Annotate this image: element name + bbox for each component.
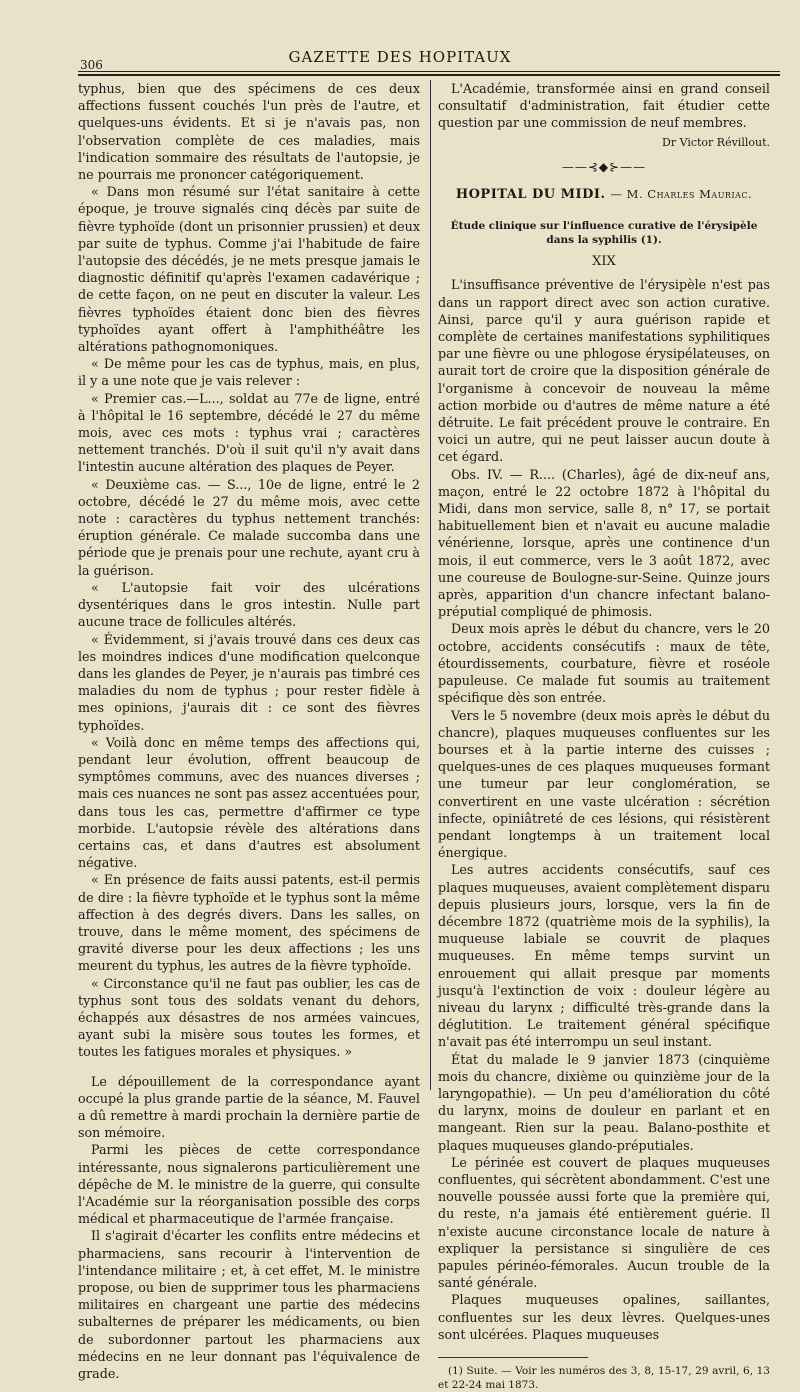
paragraph: « De même pour les cas de typhus, mais, en plus, il y a une note que je vais relever : bbox=[78, 356, 420, 389]
page-number: 306 bbox=[80, 58, 103, 72]
paragraph: État du malade le 9 janvier 1873 (cinquième mois du chancre, dixième ou quinzième jour de la laryngopathie). — Un peu d'amélioration du côté du larynx, moins de douleur en parlant et en mangeant. Rien sur la peau. Balano-posthite et plaques muqueuses glando-préputiales. bbox=[438, 1051, 770, 1153]
paragraph: « En présence de faits aussi patents, est-il permis de dire : la fièvre typhoïde et le typhus sont la même affection à des degrés divers. Dans les salles, on trouve, dans le même moment, des spécimens de gravité diverse pour les deux affections ; les uns meurent du typhus, les autres de la fièvre typhoïde. bbox=[78, 872, 420, 974]
right-column bbox=[438, 80, 770, 1392]
paragraph: « Dans mon résumé sur l'état sanitaire à cette époque, je trouve signalés cinq décès par suite de fièvre typhoïde (dont un prisonnier prussien) et deux par suite de typhus. Comme j'ai l'habitude de faire l'autopsie des décédés, je ne mets presque jamais le diagnostic définitif qu'après l'examen cadavérique ; de cette façon, on ne peut en discuter la valeur. Les fièvres typhoïdes étaient donc bien des fièvres typhoïdes ayant offert à l'amphithéâtre les altérations pathognomoniques. bbox=[78, 184, 420, 355]
paragraph: « Deuxième cas. — S..., 10e de ligne, entré le 2 octobre, décédé le 27 du même mois, avec cette note : caractères du typhus nettement tranchés: éruption générale. Ce malade succomba dans une période que je prenais pour une rechute, ayant cru à la guérison. bbox=[78, 476, 420, 578]
section-ornament: ——⊰◆⊱—— bbox=[561, 159, 647, 174]
footnote: (1) Suite. — Voir les numéros des 3, 8, 15-17, 29 avril, 6, 13 et 22-24 mai 1873. bbox=[438, 1365, 770, 1392]
paragraph: Les autres accidents consécutifs, sauf ces plaques muqueuses, avaient complètement disparu depuis plusieurs jours, lorsque, vers la fin de décembre 1872 (quatrième mois de la syphilis), la muqueuse labiale se couvrit de plaques muqueuses. En même temps survint un enrouement qui allait presque par moments jusqu'à l'extinction de voix : douleur légère au niveau du larynx ; difficulté très-grande dans la déglutition. Le traitement général spécifique n'avait pas été interrompu un seul instant. bbox=[438, 862, 770, 1050]
paragraph: « Premier cas.—L..., soldat au 77e de ligne, entré à l'hôpital le 16 septembre, décédé le 27 du même mois, avec ces mots : typhus vrai ; caractères nettement tranchés. D'où il suit qu'il n'y avait dans l'intestin aucune altération des plaques de Peyer. bbox=[78, 390, 420, 475]
header-rule bbox=[78, 71, 780, 72]
left-column bbox=[78, 80, 420, 1382]
study-title: Étude clinique sur l'influence curative de l'érysipèle dans la syphilis (1). bbox=[450, 220, 758, 247]
paragraph: typhus, bien que des spécimens de ces deux affections fussent couchés l'un près de l'autre, et quelques-uns évidents. Et si je n'avais pas, non l'observation complète de ces maladies, mais l'indication sommaire des résultats de l'autopsie, je ne pourrais me prononcer catégoriquement. bbox=[78, 81, 420, 183]
paragraph: Le dépouillement de la correspondance ayant occupé la plus grande partie de la séance, M. Fauvel a dû remettre à mardi prochain la dernière partie de son mémoire. bbox=[78, 1073, 420, 1141]
author-signature: Dr Victor Révillout. bbox=[662, 135, 770, 149]
paragraph: « L'autopsie fait voir des ulcérations dysentériques dans le gros intestin. Nulle part aucune trace de follicules altérés. bbox=[78, 579, 420, 630]
paragraph: « Voilà donc en même temps des affections qui, pendant leur évolution, offrent beaucoup de symptômes communs, avec des nuances diverses ; mais ces nuances ne sont pas assez accentuées pour, dans tous les cas, permettre d'affirmer ce type morbide. L'autopsie révèle des altérations dans certains cas, et dans d'autres est absolument négative. bbox=[78, 734, 420, 871]
column-divider bbox=[430, 80, 431, 1090]
paragraph: « Circonstance qu'il ne faut pas oublier, les cas de typhus sont tous des soldats venant du dehors, échappés aux désastres de nos armées vaincues, ayant subi la misère sous toutes les formes, et toutes les fatigues morales et physiques. » bbox=[78, 975, 420, 1060]
paragraph: L'Académie, transformée ainsi en grand conseil consultatif d'administration, fait étudier cette question par une commission de neuf membres. bbox=[438, 81, 770, 131]
paragraph: Plaques muqueuses opalines, saillantes, confluentes sur les deux lèvres. Quelques-unes sont ulcérées. Plaques muqueuses bbox=[438, 1292, 770, 1342]
paragraph: Obs. IV. — R.... (Charles), âgé de dix-neuf ans, maçon, entré le 22 octobre 1872 à l'hôpital du Midi, dans mon service, salle 8, n° 17, se portait habituellement bien et n'avait eu aucune maladie vénérienne, lorsque, après une continence d'un mois, il eut commerce, vers le 3 août 1872, avec une coureuse de Boulogne-sur-Seine. Quinze jours après, apparition d'un chancre infectant balano-préputial compliqué de phimosis. bbox=[438, 466, 770, 620]
paragraph: Vers le 5 novembre (deux mois après le début du chancre), plaques muqueuses confluentes sur les bourses et à la partie interne des cuisses ; quelques-unes de ces plaques muqueuses formant une tumeur par leur conglomération, se convertirent en une vaste ulcération : sécrétion infecte, opiniâtreté de ces lésions, qui résistèrent pendant longtemps à un traitement local énergique. bbox=[438, 707, 770, 861]
paragraph: L'insuffisance préventive de l'érysipèle n'est pas dans un rapport direct avec son action curative. Ainsi, parce qu'il y aura guérison rapide et complète de certaines manifestations syphilitiques par une fièvre ou une phlogose érysipélateuses, on aurait tort de croire que la disposition générale de l'organisme à concevoir de nouveau la même action morbide ou d'autres de même nature a été détruite. Le fait précédent prouve le contraire. En voici un autre, qui ne peut laisser aucun doute à cet égard. bbox=[438, 277, 770, 465]
section-heading bbox=[438, 186, 770, 203]
header-rule-thick bbox=[78, 74, 780, 76]
spacer bbox=[78, 1061, 420, 1073]
paragraph: Deux mois après le début du chancre, vers le 20 octobre, accidents consécutifs : maux de tête, étourdissements, courbature, fièvre et roséole papuleuse. Ce malade fut soumis au traitement spécifique dès son entrée. bbox=[438, 621, 770, 706]
paragraph: Le périnée est couvert de plaques muqueuses confluentes, qui sécrètent abondamment. C'est une nouvelle poussée aussi forte que la première qui, du reste, n'a jamais été entièrement guérie. Il n'existe aucune circonstance locale de nature à expliquer la persistance si singulière de ces papules périnéo-fémorales. Aucun trouble de la santé générale. bbox=[438, 1154, 770, 1291]
section-number: XIX bbox=[592, 254, 616, 270]
hospital-author: — M. Charles Mauriac. bbox=[610, 187, 753, 202]
journal-title: GAZETTE DES HOPITAUX bbox=[288, 48, 512, 66]
hospital-title: HOPITAL DU MIDI. bbox=[455, 187, 606, 203]
paragraph: Parmi les pièces de cette correspondance intéressante, nous signalerons particulièrement une dépêche de M. le ministre de la guerre, qui consulte l'Académie sur la réorganisation possible des corps médical et pharmaceutique de l'armée française. bbox=[78, 1142, 420, 1227]
paragraph: Il s'agirait d'écarter les conflits entre médecins et pharmaciens, sans recourir à l'intervention de l'intendance militaire ; et, à cet effet, M. le ministre propose, ou bien de supprimer tous les pharmaciens militaires en chargeant une partie des médecins subalternes de préparer les médicaments, ou bien de subordonner partout les pharmaciens aux médecins en ne leur donnant pas l'équivalence de grade. bbox=[78, 1228, 420, 1382]
page-header bbox=[0, 0, 800, 72]
paragraph: « Évidemment, si j'avais trouvé dans ces deux cas les moindres indices d'une modification quelconque dans les glandes de Peyer, je n'aurais pas timbré ces maladies du nom de typhus ; pour rester fidèle à mes opinions, j'aurais dit : ce sont des fièvres typhoïdes. bbox=[78, 631, 420, 733]
footnote-rule bbox=[438, 1357, 588, 1358]
